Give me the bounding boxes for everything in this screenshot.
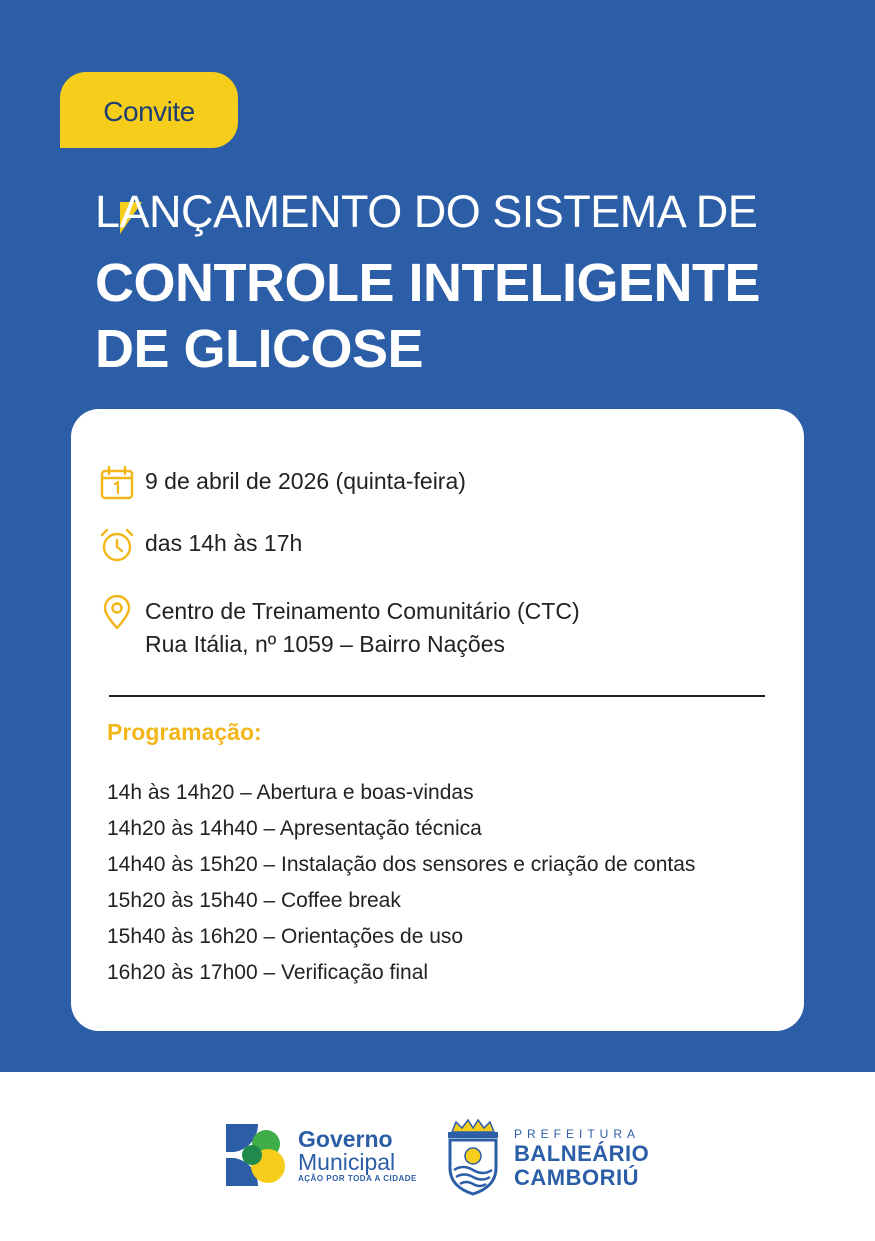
calendar-icon [99, 465, 135, 501]
program-item: 14h20 às 14h40 – Apresentação técnica [107, 817, 482, 840]
badge-label: Convite [103, 96, 195, 127]
program-item: 16h20 às 17h00 – Verificação final [107, 961, 429, 984]
pref-logo-line-3: CAMBORIÚ [514, 1165, 639, 1190]
title-main [95, 250, 835, 382]
event-time: das 14h às 17h [145, 530, 303, 556]
divider [109, 695, 765, 697]
pref-logo-line-2: BALNEÁRIO [514, 1141, 650, 1166]
location-pin-icon [99, 595, 135, 631]
city-coat-of-arms-icon [444, 1118, 502, 1198]
title-line-2: CONTROLE INTELIGENTE [95, 253, 760, 313]
program-list [107, 775, 695, 991]
location-name: Centro de Treinamento Comunitário (CTC) [145, 598, 580, 624]
title-line-1: LANÇAMENTO DO SISTEMA DE [95, 186, 758, 237]
program-title: Programação: [107, 719, 262, 745]
governo-municipal-logo [224, 1122, 417, 1188]
invite-badge [60, 72, 238, 148]
title-line-3: DE GLICOSE [95, 319, 424, 379]
gov-logo-line-1: Governo [298, 1125, 393, 1152]
gov-logo-line-2: Municipal [298, 1148, 396, 1175]
date-row [99, 465, 466, 501]
time-row [99, 527, 302, 563]
prefeitura-logo [444, 1118, 649, 1198]
program-item: 15h20 às 15h40 – Coffee break [107, 889, 401, 912]
location-row [99, 595, 580, 661]
prefeitura-text [514, 1126, 649, 1190]
location-block [145, 595, 580, 661]
alarm-clock-icon [99, 527, 135, 563]
event-info-card [71, 409, 804, 1031]
pref-logo-line-1: PREFEITURA [514, 1127, 641, 1141]
footer [0, 1072, 875, 1241]
governo-municipal-text [298, 1125, 417, 1183]
location-address: Rua Itália, nº 1059 – Bairro Nações [145, 631, 505, 657]
program-item: 14h às 14h20 – Abertura e boas-vindas [107, 781, 474, 804]
program-item: 14h40 às 15h20 – Instalação dos sensores e criação de contas [107, 853, 696, 876]
gov-logo-tagline: AÇÃO POR TODA A CIDADE [298, 1173, 417, 1183]
program-item: 15h40 às 16h20 – Orientações de uso [107, 925, 464, 948]
governo-municipal-emblem-icon [224, 1122, 290, 1188]
event-date: 9 de abril de 2026 (quinta-feira) [145, 468, 466, 494]
